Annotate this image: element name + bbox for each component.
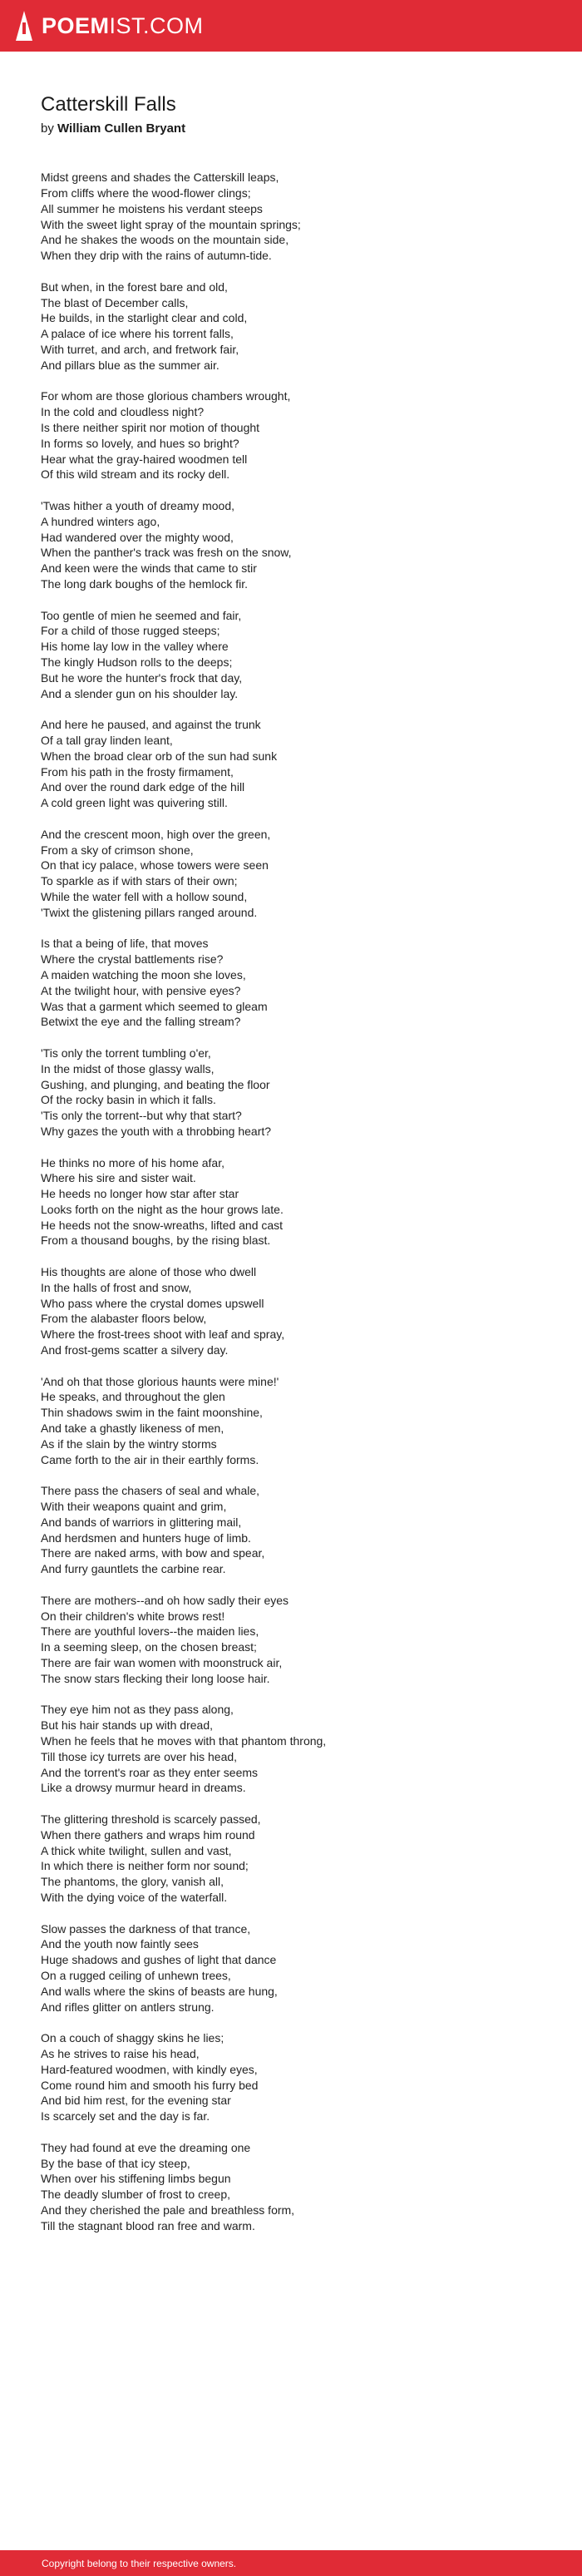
poem-line: Looks forth on the night as the hour grows late.: [41, 1202, 284, 1216]
poem-line: And walls where the skins of beasts are hung,: [41, 1984, 278, 1998]
poem-line: From the alabaster floors below,: [41, 1312, 207, 1326]
poem-line: When the broad clear orb of the sun had sunk: [41, 749, 278, 763]
poem-title: Catterskill Falls: [41, 93, 176, 116]
stanza: [41, 1921, 556, 2015]
poem-line: There are naked arms, with bow and spear,: [41, 1546, 265, 1560]
poem-line: A hundred winters ago,: [41, 514, 160, 528]
poem-line: His home lay low in the valley where: [41, 640, 229, 654]
poem-line: With the dying voice of the waterfall.: [41, 1890, 228, 1904]
poem-line: And the torrent's roar as they enter seems: [41, 1765, 259, 1779]
poem-line: In the halls of frost and snow,: [41, 1280, 192, 1294]
poem-line: A thick white twilight, sullen and vast,: [41, 1843, 232, 1857]
stanza: [41, 2030, 556, 2124]
poem-line: And bid him rest, for the evening star: [41, 2094, 231, 2108]
site-logo-text: [42, 12, 204, 38]
poem-line: His thoughts are alone of those who dwell: [41, 1265, 257, 1279]
poem-line: At the twilight hour, with pensive eyes?: [41, 983, 241, 997]
stanza: [41, 388, 556, 482]
poem-line: The snow stars flecking their long loose hair.: [41, 1671, 270, 1685]
poem-line: And rifles glitter on antlers strung.: [41, 2000, 215, 2014]
poem-line: And over the round dark edge of the hill: [41, 780, 245, 794]
poem-line: When they drip with the rains of autumn-tide.: [41, 249, 272, 263]
poem-line: 'Twixt the glistening pillars ranged around.: [41, 905, 258, 919]
poem-content: [41, 93, 556, 2249]
stanza: [41, 1155, 556, 1249]
poem-line: Betwixt the eye and the falling stream?: [41, 1015, 241, 1029]
poem-line: When the panther's track was fresh on the snow,: [41, 546, 292, 560]
byline-prefix: by: [41, 121, 54, 136]
poem-line: They had found at eve the dreaming one: [41, 2140, 251, 2154]
poem-line: Where the frost-trees shoot with leaf and spray,: [41, 1328, 285, 1342]
poem-line: And they cherished the pale and breathless form,: [41, 2203, 295, 2217]
poem-line: For whom are those glorious chambers wrought,: [41, 389, 291, 403]
poem-line: Was that a garment which seemed to gleam: [41, 999, 268, 1013]
poem-line: While the water fell with a hollow sound,: [41, 889, 248, 903]
poem-line: From cliffs where the wood-flower clings;: [41, 186, 251, 200]
poem-line: He thinks no more of his home afar,: [41, 1155, 224, 1169]
poem-line: For a child of those rugged steeps;: [41, 624, 220, 638]
poem-line: By the base of that icy steep,: [41, 2156, 190, 2170]
poem-line: He heeds not the snow-wreaths, lifted and cast: [41, 1218, 284, 1232]
poem-line: But he wore the hunter's frock that day,: [41, 670, 243, 685]
stanza: [41, 2140, 556, 2234]
stanza: [41, 1046, 556, 1140]
poem-line: From a sky of crimson shone,: [41, 843, 194, 857]
stanza: [41, 827, 556, 921]
poem-line: When over his stiffening limbs begun: [41, 2172, 231, 2186]
poem-line: Came forth to the air in their earthly forms.: [41, 1452, 259, 1466]
poem-line: Where his sire and sister wait.: [41, 1171, 196, 1185]
poem-line: Till the stagnant blood ran free and warm.: [41, 2218, 255, 2232]
poem-line: On that icy palace, whose towers were seen: [41, 858, 269, 873]
poem-line: And the crescent moon, high over the green,: [41, 827, 271, 841]
poem-line: With turret, and arch, and fretwork fair,: [41, 343, 239, 357]
copyright-text: Copyright belong to their respective owners.: [42, 2557, 237, 2569]
poem-line: And keen were the winds that came to stir: [41, 561, 257, 576]
poem-line: 'And oh that those glorious haunts were mine!': [41, 1374, 279, 1388]
poem-line: Is that a being of life, that moves: [41, 937, 209, 951]
poem-line: Of the rocky basin in which it falls.: [41, 1093, 216, 1107]
poem-line: With their weapons quaint and grim,: [41, 1500, 227, 1514]
site-header: [0, 0, 582, 52]
poem-line: And pillars blue as the summer air.: [41, 358, 219, 372]
poem-line: To sparkle as if with stars of their own;: [41, 874, 238, 888]
poem-line: Gushing, and plunging, and beating the floor: [41, 1077, 270, 1091]
poem-line: As if the slain by the wintry storms: [41, 1436, 217, 1451]
poem-line: Why gazes the youth with a throbbing heart?: [41, 1124, 272, 1138]
logo-bold-text: POEM: [42, 12, 110, 38]
poem-line: And furry gauntlets the carbine rear.: [41, 1562, 226, 1576]
poem-line: Where the crystal battlements rise?: [41, 952, 224, 967]
poem-line: In the midst of those glassy walls,: [41, 1061, 215, 1075]
poem-line: Midst greens and shades the Catterskill leaps,: [41, 171, 279, 185]
poem-line: On their children's white brows rest!: [41, 1609, 225, 1623]
poem-byline: [41, 121, 556, 137]
poem-line: In a seeming sleep, on the chosen breast;: [41, 1640, 257, 1654]
poem-line: When he feels that he moves with that phantom throng,: [41, 1733, 327, 1748]
poem-line: Hear what the gray-haired woodmen tell: [41, 452, 248, 466]
site-footer: [0, 2550, 582, 2576]
poem-line: Is scarcely set and the day is far.: [41, 2109, 210, 2124]
poem-line: In forms so lovely, and hues so bright?: [41, 436, 239, 450]
stanza: [41, 1374, 556, 1468]
stanza: [41, 717, 556, 811]
stanza: [41, 608, 556, 702]
poem-line: The deadly slumber of frost to creep,: [41, 2188, 230, 2202]
poem-line: From his path in the frosty firmament,: [41, 764, 234, 779]
poem-line: The kingly Hudson rolls to the deeps;: [41, 655, 233, 669]
stanza: [41, 1702, 556, 1796]
poem-line: The glittering threshold is scarcely passed,: [41, 1812, 261, 1826]
poem-line: A maiden watching the moon she loves,: [41, 967, 246, 981]
poem-line: Huge shadows and gushes of light that dance: [41, 1953, 277, 1967]
poem-line: He speaks, and throughout the glen: [41, 1390, 225, 1404]
poem-line: And here he paused, and against the trunk: [41, 718, 261, 732]
poem-line: But his hair stands up with dread,: [41, 1718, 214, 1733]
poem-line: On a couch of shaggy skins he lies;: [41, 2031, 224, 2045]
poem-line: There are fair wan women with moonstruck air,: [41, 1656, 283, 1669]
poem-line: He builds, in the starlight clear and cold,: [41, 311, 248, 325]
poem-line: And herdsmen and hunters huge of limb.: [41, 1530, 251, 1545]
poem-line: The phantoms, the glory, vanish all,: [41, 1875, 224, 1889]
poem-line: And bands of warriors in glittering mail,: [41, 1515, 242, 1529]
site-logo-link[interactable]: [15, 0, 204, 52]
author-link[interactable]: William Cullen Bryant: [57, 121, 186, 136]
poem-line: The blast of December calls,: [41, 295, 189, 309]
poem-line: In which there is neither form nor sound;: [41, 1859, 249, 1873]
poem-line: All summer he moistens his verdant steeps: [41, 201, 263, 215]
logo-light-text: IST.COM: [109, 12, 204, 38]
poem-line: Had wandered over the mighty wood,: [41, 530, 234, 544]
poem-line: The long dark boughs of the hemlock fir.: [41, 577, 249, 591]
poem-line: Of a tall gray linden leant,: [41, 733, 173, 747]
stanza: [41, 498, 556, 592]
poem-line: Too gentle of mien he seemed and fair,: [41, 608, 242, 622]
poem-line: A palace of ice where his torrent falls,: [41, 327, 234, 341]
poem-line: And a slender gun on his shoulder lay.: [41, 686, 239, 700]
poem-line: As he strives to raise his head,: [41, 2046, 200, 2060]
poem-line: Hard-featured woodmen, with kindly eyes,: [41, 2062, 258, 2076]
poem-line: On a rugged ceiling of unhewn trees,: [41, 1968, 231, 1982]
poem-line: Come round him and smooth his furry bed: [41, 2078, 259, 2092]
poem-line: There pass the chasers of seal and whale,: [41, 1484, 260, 1498]
poem-line: Of this wild stream and its rocky dell.: [41, 467, 230, 482]
poem-line: And the youth now faintly sees: [41, 1937, 199, 1951]
poem-line: And take a ghastly likeness of men,: [41, 1421, 224, 1436]
poem-line: And he shakes the woods on the mountain side,: [41, 233, 289, 247]
stanza: [41, 1264, 556, 1358]
poem-line: With the sweet light spray of the mountain springs;: [41, 217, 301, 231]
poem-line: Like a drowsy murmur heard in dreams.: [41, 1781, 246, 1795]
stanza: [41, 1483, 556, 1577]
stanza: [41, 936, 556, 1030]
poem-line: Till those icy turrets are over his head,: [41, 1749, 238, 1763]
poem-line: But when, in the forest bare and old,: [41, 279, 228, 294]
poem-line: 'Twas hither a youth of dreamy mood,: [41, 499, 235, 513]
poem-body: [41, 170, 556, 2233]
poem-line: And frost-gems scatter a silvery day.: [41, 1343, 229, 1357]
stanza: [41, 279, 556, 373]
pencil-tip-icon: [15, 9, 33, 42]
poem-line: Who pass where the crystal domes upswell: [41, 1296, 264, 1310]
poem-line: A cold green light was quivering still.: [41, 796, 228, 810]
poem-line: They eye him not as they pass along,: [41, 1703, 234, 1717]
poem-line: From a thousand boughs, by the rising blast.: [41, 1234, 271, 1248]
poem-line: 'Tis only the torrent tumbling o'er,: [41, 1046, 211, 1060]
poem-line: In the cold and cloudless night?: [41, 405, 205, 419]
poem-line: 'Tis only the torrent--but why that start?: [41, 1109, 242, 1123]
poem-line: He heeds no longer how star after star: [41, 1187, 239, 1201]
poem-line: Is there neither spirit nor motion of thought: [41, 421, 260, 435]
stanza: [41, 1593, 556, 1687]
stanza: [41, 1812, 556, 1906]
poem-line: Slow passes the darkness of that trance,: [41, 1921, 251, 1936]
stanza: [41, 170, 556, 264]
poem-line: When there gathers and wraps him round: [41, 1827, 255, 1842]
poem-line: There are mothers--and oh how sadly their eyes: [41, 1593, 289, 1607]
poem-line: Thin shadows swim in the faint moonshine,: [41, 1406, 263, 1420]
poem-line: There are youthful lovers--the maiden lies,: [41, 1624, 259, 1639]
